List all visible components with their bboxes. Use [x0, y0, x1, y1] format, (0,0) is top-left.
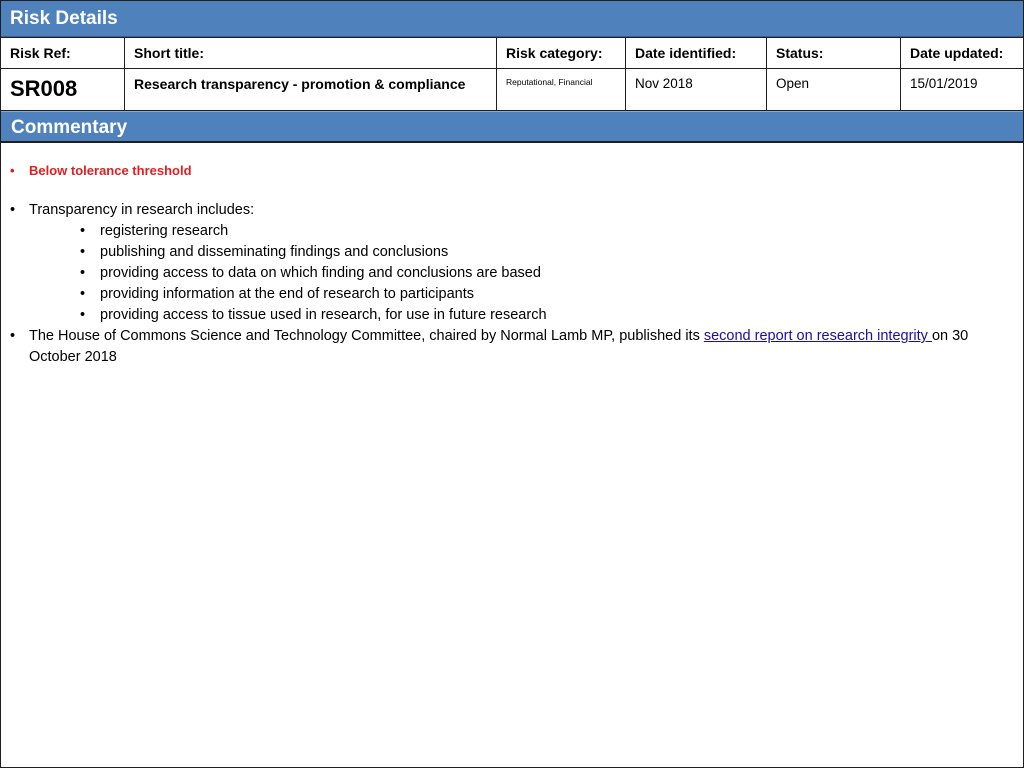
status-label: Status: — [767, 38, 901, 69]
date-updated-label: Date updated: — [901, 38, 1024, 69]
risk-details-value-row — [1, 69, 1024, 111]
report-item — [10, 326, 1015, 368]
risk-category-label: Risk category: — [497, 38, 626, 69]
report-text-before: The House of Commons Science and Technology Committee, chaired by Normal Lamb MP, published its — [29, 328, 704, 344]
sub-item-participant-info: • providing information at the end of research to participants — [29, 284, 1015, 305]
sub-item-data-access: • providing access to data on which finding and conclusions are based — [29, 263, 1015, 284]
commentary-list — [10, 160, 1015, 368]
sub-item-tissue-access: • providing access to tissue used in research, for use in future research — [29, 305, 1015, 326]
sub-item-registering: • registering research — [29, 221, 1015, 242]
short-title-value: Research transparency - promotion & compliance — [125, 69, 497, 111]
commentary-body — [10, 160, 1015, 368]
risk-details-header: Risk Details — [1, 1, 1023, 37]
date-identified-value: Nov 2018 — [626, 69, 767, 111]
risk-ref-value: SR008 — [1, 69, 125, 111]
commentary-header: Commentary — [1, 111, 1023, 143]
date-updated-value: 15/01/2019 — [901, 69, 1024, 111]
risk-details-label-row — [1, 38, 1024, 69]
date-identified-label: Date identified: — [626, 38, 767, 69]
transparency-sub-list — [29, 221, 1015, 326]
research-integrity-report-link[interactable]: second report on research integrity — [703, 328, 932, 344]
sub-item-publishing: • publishing and disseminating findings and conclusions — [29, 242, 1015, 263]
risk-details-table — [0, 37, 1024, 111]
short-title-label: Short title: — [125, 38, 497, 69]
report-text-after: on 30 October 2018 — [29, 328, 969, 365]
risk-ref-label: Risk Ref: — [1, 38, 125, 69]
transparency-intro-text: Transparency in research includes: — [29, 202, 255, 218]
status-value: Open — [767, 69, 901, 111]
risk-category-value: Reputational, Financial — [497, 69, 626, 111]
tolerance-status-item: • Below tolerance threshold — [10, 160, 1015, 181]
transparency-intro-item — [10, 200, 1015, 326]
